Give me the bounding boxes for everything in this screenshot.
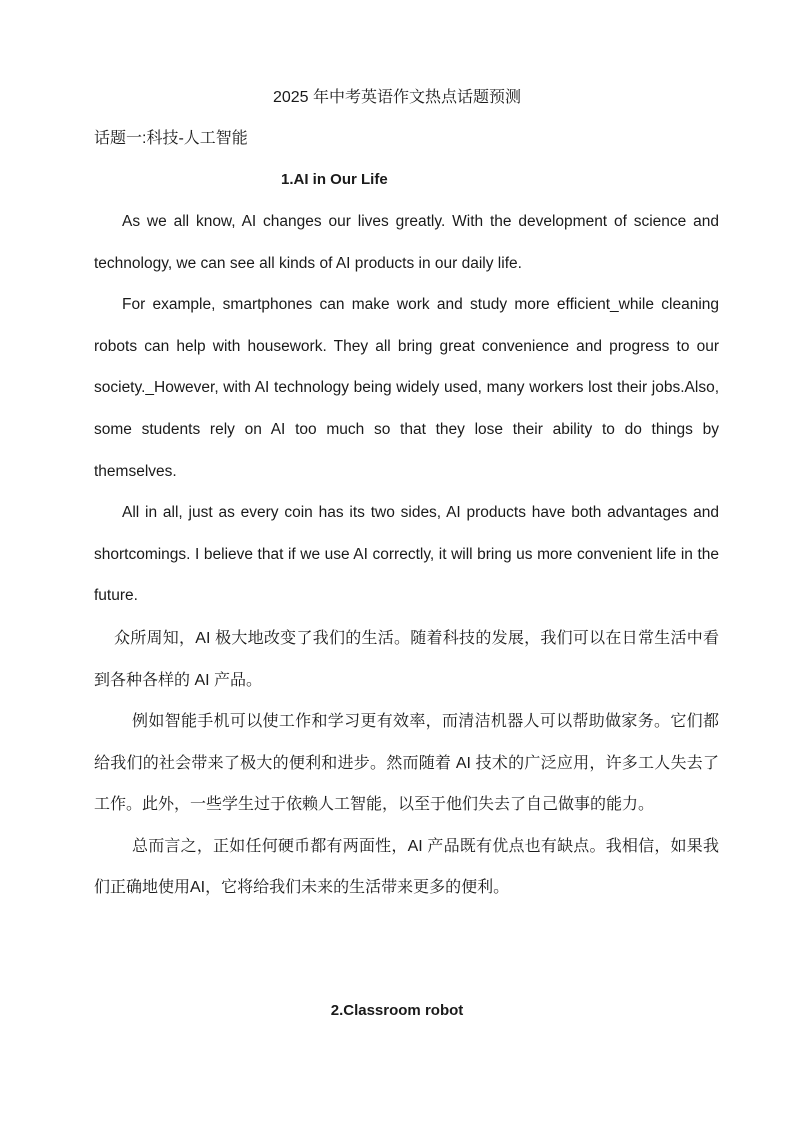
topic-heading: 话题一:科技-人工智能 [94,130,248,147]
section2-heading: 2.Classroom robot [330,1002,464,1019]
chinese-paragraph-3: 总而言之，正如任何硬币都有两面性，AI 产品既有优点也有缺点。我相信，如果我们正确地使用AI，它将给我们未来的生活带来更多的便利。 [94,837,719,896]
english-paragraph-1: As we all know, AI changes our lives greatly. With the development of science and technology, we can see all kinds of AI products in our daily life. [94,213,719,272]
chinese-paragraph-1: 众所周知，AI 极大地改变了我们的生活。随着科技的发展，我们可以在日常生活中看到各种各样的 AI 产品。 [94,630,719,689]
section1-heading: 1.AI in Our Life [281,171,388,188]
english-paragraph-3: All in all, just as every coin has its two sides, AI products have both advantages and shortcomings. I believe that if we use AI correctly, it will bring us more convenient life in the future. [94,504,719,605]
english-essay [94,201,719,617]
chinese-translation [94,618,719,909]
chinese-paragraph-2: 例如智能手机可以使工作和学习更有效率，而清洁机器人可以帮助做家务。它们都给我们的社会带来了极大的便利和进步。然而随着 AI 技术的广泛应用，许多工人失去了工作。此外，一些学生过于依赖人工智能，以至于他们失去了自己做事的能力。 [94,713,719,813]
english-paragraph-2: For example, smartphones can make work and study more efficient_while cleaning robots can help with housework. They all bring great convenience and progress to our society._However, with AI technology being widely used, many workers lost their jobs.Also, some students rely on AI too much so that they lose their ability to do things by themselves. [94,296,719,480]
document-title: 2025 年中考英语作文热点话题预测 [272,89,522,106]
